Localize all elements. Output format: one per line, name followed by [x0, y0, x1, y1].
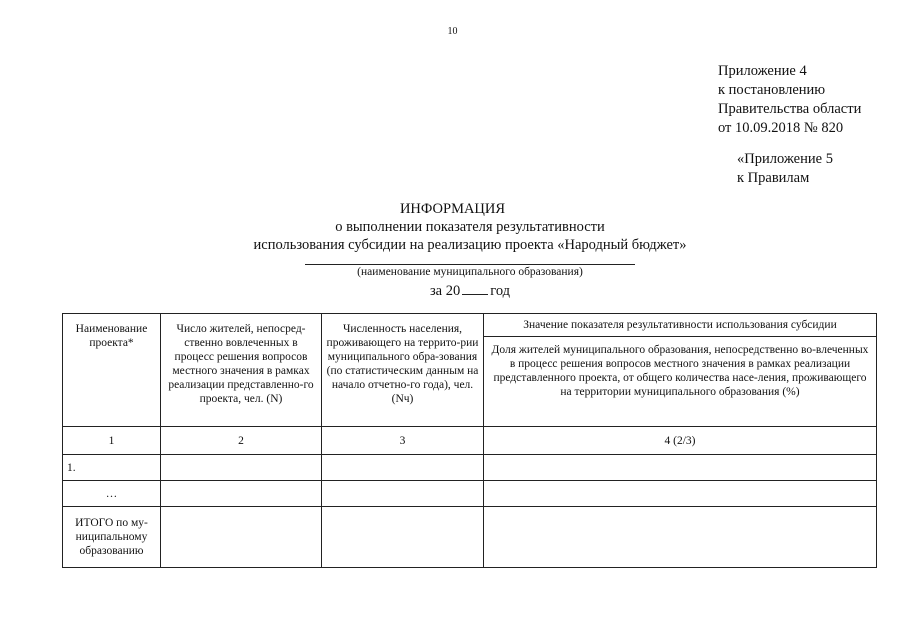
indicator-table — [62, 313, 877, 568]
year-suffix: год — [490, 283, 511, 299]
empty-cell — [484, 481, 877, 507]
empty-cell — [322, 481, 484, 507]
year-blank — [462, 282, 488, 295]
appendix-block — [718, 62, 861, 138]
row-label: 1. — [63, 455, 161, 481]
page-number: 10 — [447, 26, 458, 37]
title-line-3: использования субсидии на реализацию проекта «Народный бюджет» — [253, 237, 687, 253]
empty-cell — [161, 507, 322, 568]
empty-cell — [322, 455, 484, 481]
empty-cell — [484, 455, 877, 481]
appendix-line-4: от 10.09.2018 № 820 — [718, 120, 844, 136]
appendix-line-2: к постановлению — [718, 82, 826, 98]
appendix-line-3: Правительства области — [718, 101, 862, 117]
table-row — [63, 507, 877, 568]
number-cell: 4 (2/3) — [484, 427, 877, 455]
empty-cell — [322, 507, 484, 568]
header-share-description: Доля жителей муниципального образования, непосредственно во-влеченных в процесс решения вопросов местного значения в рамках реализации представленного проекта, от общего количества насе-ления, проживающего на территории муниципального образования (%) — [484, 337, 877, 427]
header-population: Численность населения, проживающего на террито-рии муниципального обра-зования (по статистическим данным на начало отчетно-го года), чел. (Nч) — [322, 314, 484, 427]
table-row — [63, 481, 877, 507]
sub-appendix-line-1: «Приложение 5 — [737, 151, 833, 167]
number-cell: 3 — [322, 427, 484, 455]
number-cell: 2 — [161, 427, 322, 455]
title-line-2: о выполнении показателя результативности — [335, 219, 605, 235]
header-residents-involved: Число жителей, непосред-ственно вовлеченных в процесс решения вопросов местного значения в рамках реализации представленно-го проекта, чел. (N) — [161, 314, 322, 427]
year-line — [305, 282, 635, 300]
municipality-caption: (наименование муниципального образования) — [357, 266, 583, 278]
empty-cell — [161, 455, 322, 481]
sub-appendix-block — [737, 150, 833, 188]
year-prefix: за 20 — [429, 283, 461, 299]
row-label: … — [63, 481, 161, 507]
document-title: ИНФОРМАЦИЯ — [399, 201, 506, 217]
empty-cell — [484, 507, 877, 568]
sub-appendix-line-2: к Правилам — [737, 170, 810, 186]
header-project-name: Наименование проекта* — [63, 314, 161, 427]
header-indicator-value: Значение показателя результативности использования субсидии — [484, 314, 877, 337]
municipality-name-line — [305, 264, 635, 265]
table-row — [63, 455, 877, 481]
appendix-line-1: Приложение 4 — [718, 63, 807, 79]
row-label: ИТОГО по му-ниципальному образованию — [63, 507, 161, 568]
empty-cell — [161, 481, 322, 507]
number-cell: 1 — [63, 427, 161, 455]
